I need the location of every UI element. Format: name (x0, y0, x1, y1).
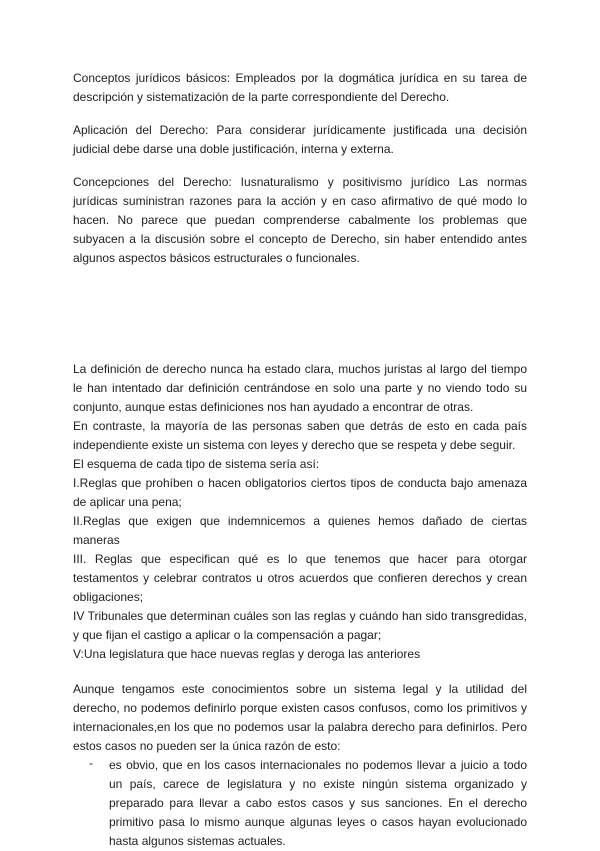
section-conclusion (73, 680, 527, 851)
paragraph-aunque: Aunque tengamos este conocimientos sobre un sistema legal y la utilidad del derecho, no podemos definirlo porque existen casos confusos, como los primitivos y internacionales,en los que no podemos usar la palabra derecho para definirlos. Pero estos casos no pueden ser la única razón de esto: (73, 682, 527, 753)
bullet-item (73, 756, 527, 851)
paragraph-definicion: La definición de derecho nunca ha estado clara, muchos juristas al largo del tiempo le han intentado dar definición centrándose en solo una parte y no viendo todo su conjunto, aunque estas definiciones nos han ayudado a encontrar de otras. (73, 362, 527, 414)
paragraph-aplicacion: Aplicación del Derecho: Para considerar jurídicamente justificada una decisión judicial debe darse una doble justificación, interna y externa. (73, 123, 527, 156)
paragraph-conceptos: Conceptos jurídicos básicos: Empleados por la dogmática jurídica en su tarea de descripción y sistematización de la parte correspondiente del Derecho. (73, 71, 527, 104)
document-page (73, 69, 527, 851)
paragraph-contraste: En contraste, la mayoría de las personas saben que detrás de esto en cada país independiente existe un sistema con leyes y derecho que se respeta y debe seguir. (73, 419, 527, 452)
list-item-5: V:Una legislatura que hace nuevas reglas y deroga las anteriores (73, 647, 421, 661)
paragraph-concepciones: Concepciones del Derecho: Iusnaturalismo y positivismo jurídico Las normas jurídicas suministran razones para la acción y en caso afirmativo de qué modo lo hacen. No parece que puedan comprenderse cabalmente los problemas que subyacen a la discusión sobre el concepto de Derecho, sin haber entendido antes algunos aspectos básicos estructurales o funcionales. (73, 175, 527, 265)
section-definicion (73, 360, 527, 664)
paragraph-esquema: El esquema de cada tipo de sistema sería así: (73, 457, 320, 471)
list-item-1: I.Reglas que prohíben o hacen obligatorios ciertos tipos de conducta bajo amenaza de aplicar una pena; (73, 476, 527, 509)
bullet-text: es obvio, que en los casos internacionales no podemos llevar a juicio a todo un país, carece de legislatura y no existe ningún sistema organizado y preparado para llevar a cabo estos casos y sus sanciones. En el derecho primitivo pasa lo mismo aunque algunas leyes o casos hayan evolucionado hasta algunos sistemas actuales. (109, 758, 527, 848)
list-item-3: III. Reglas que especifican qué es lo que tenemos que hacer para otorgar testamentos y celebrar contratos u otros acuerdos que confieren derechos y crean obligaciones; (73, 552, 527, 604)
bullet-dash: - (89, 756, 93, 770)
list-item-4: IV Tribunales que determinan cuáles son las reglas y cuándo han sido transgredidas, y que fijan el castigo a aplicar o la compensación a pagar; (73, 609, 527, 642)
list-item-2: II.Reglas que exigen que indemnicemos a quienes hemos dañado de ciertas maneras (73, 514, 527, 547)
